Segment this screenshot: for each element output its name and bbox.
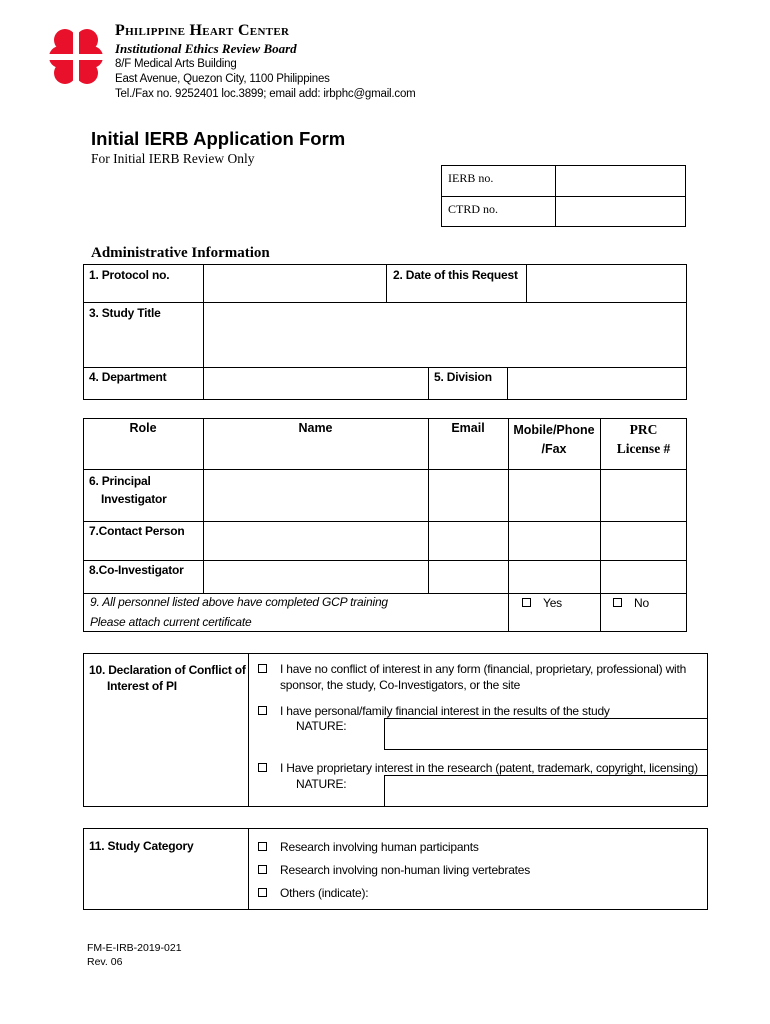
department-field[interactable] (205, 369, 427, 399)
conflict-label-line-2: Interest of PI (107, 679, 177, 693)
pi-prc-field[interactable] (602, 471, 686, 520)
gcp-training-line-1: 9. All personnel listed above have completed GCP training (90, 595, 388, 609)
heart-center-logo-icon (46, 26, 106, 88)
others-checkbox[interactable] (258, 888, 267, 897)
ctrd-number-field[interactable] (556, 197, 683, 224)
ierb-number-field[interactable] (556, 167, 683, 194)
address-line-1: 8/F Medical Arts Building (115, 58, 237, 70)
contact-line: Tel./Fax no. 9252401 loc.3899; email add: irbphc@gmail.com (115, 88, 416, 100)
conflict-label-line-1: 10. Declaration of Conflict of (89, 663, 246, 677)
gcp-training-statement (90, 594, 388, 634)
financial-interest-option: I have personal/family financial interest in the results of the study (280, 704, 610, 718)
others-option: Others (indicate): (280, 886, 369, 900)
request-date-label: 2. Date of this Request (393, 268, 518, 282)
human-participants-checkbox[interactable] (258, 842, 267, 851)
ierb-number-label: IERB no. (448, 171, 494, 185)
pi-name-field[interactable] (205, 471, 427, 520)
human-participants-option: Research involving human participants (280, 840, 479, 854)
gcp-certificate-note: Please attach current certificate (90, 615, 252, 629)
form-footer (87, 941, 182, 969)
proprietary-nature-field[interactable] (384, 775, 708, 807)
mobile-header (508, 421, 600, 459)
co-investigator-name-field[interactable] (205, 562, 427, 592)
proprietary-nature-label: NATURE: (296, 777, 347, 791)
department-label: 4. Department (89, 370, 167, 384)
no-conflict-option (280, 661, 686, 693)
mobile-header-line-2: /Fax (541, 442, 567, 456)
contact-person-label: 7.Contact Person (89, 524, 185, 538)
email-header: Email (451, 421, 485, 435)
division-label: 5. Division (434, 370, 492, 384)
financial-interest-checkbox[interactable] (258, 706, 267, 715)
non-human-vertebrates-option: Research involving non-human living vertebrates (280, 863, 531, 877)
protocol-number-label: 1. Protocol no. (89, 268, 170, 282)
study-category-label: 11. Study Category (89, 839, 194, 853)
pi-email-field[interactable] (430, 471, 507, 520)
gcp-no-label: No (634, 596, 649, 610)
role-header: Role (129, 421, 157, 435)
prc-header-line-2: License # (616, 441, 671, 456)
gcp-no-checkbox[interactable] (613, 598, 622, 607)
prc-license-header (600, 420, 687, 458)
proprietary-interest-option: I Have proprietary interest in the research (patent, trademark, copyright, licensing) (280, 761, 698, 775)
name-header: Name (298, 421, 333, 435)
ctrd-number-label: CTRD no. (448, 202, 499, 216)
study-title-field[interactable] (205, 304, 685, 366)
protocol-number-field[interactable] (205, 266, 385, 301)
pi-mobile-field[interactable] (510, 471, 599, 520)
form-title: Initial IERB Application Form (91, 128, 346, 149)
form-revision: Rev. 06 (87, 956, 123, 968)
conflict-of-interest-label (89, 662, 246, 694)
form-code: FM-E-IRB-2019-021 (87, 942, 182, 954)
administrative-info-title: Administrative Information (91, 245, 270, 261)
financial-nature-field[interactable] (384, 718, 708, 750)
organization-name: Philippine Heart Center (115, 22, 290, 39)
principal-investigator-label (89, 472, 167, 508)
study-title-label: 3. Study Title (89, 306, 161, 320)
co-investigator-label: 8.Co-Investigator (89, 563, 184, 577)
non-human-vertebrates-checkbox[interactable] (258, 865, 267, 874)
financial-nature-label: NATURE: (296, 719, 347, 733)
principal-investigator-line-1: 6. Principal (89, 474, 151, 488)
no-conflict-line-1: I have no conflict of interest in any form (financial, proprietary, professional) with (280, 662, 687, 676)
no-conflict-line-2: sponsor, the study, Co-Investigators, or the site (280, 678, 521, 692)
review-board-name: Institutional Ethics Review Board (115, 41, 297, 56)
proprietary-interest-checkbox[interactable] (258, 763, 267, 772)
form-subtitle: For Initial IERB Review Only (91, 151, 255, 166)
others-indicate-field[interactable] (372, 884, 702, 904)
contact-name-field[interactable] (205, 523, 427, 559)
mobile-header-line-1: Mobile/Phone (513, 423, 595, 437)
gcp-yes-label: Yes (543, 596, 562, 610)
no-conflict-checkbox[interactable] (258, 664, 267, 673)
address-line-2: East Avenue, Quezon City, 1100 Philippines (115, 73, 330, 85)
division-field[interactable] (509, 369, 685, 399)
request-date-field[interactable] (528, 266, 685, 301)
principal-investigator-line-2: Investigator (101, 492, 167, 506)
prc-header-line-1: PRC (629, 422, 658, 437)
gcp-yes-checkbox[interactable] (522, 598, 531, 607)
